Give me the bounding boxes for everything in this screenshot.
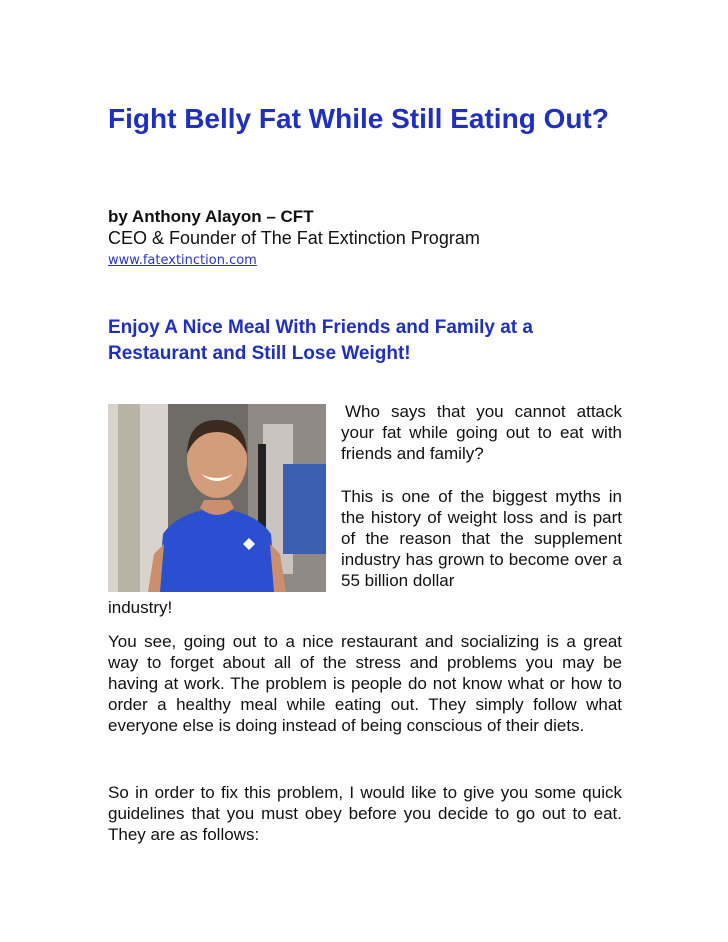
author-role: CEO & Founder of The Fat Extinction Program: [108, 228, 480, 248]
intro-paragraph-2: This is one of the biggest myths in the history of weight loss and is part of the reason that the supplement industry has grown to become over a 55 billion dollar: [341, 487, 622, 590]
article-title: Fight Belly Fat While Still Eating Out?: [108, 103, 609, 134]
intro-paragraph-1: Who says that you cannot attack your fat while going out to eat with friends and family?: [341, 402, 622, 463]
author-byline: by Anthony Alayon – CFT: [108, 207, 314, 226]
paragraph-3: So in order to fix this problem, I would like to give you some quick guidelines that you must obey before you decide to go out to eat. They are as follows:: [108, 783, 622, 844]
intro-paragraph-2-tail: industry!: [108, 598, 173, 617]
author-photo: [108, 404, 326, 592]
person-photo-icon: [108, 404, 326, 592]
website-link[interactable]: www.fatextinction.com: [108, 253, 257, 268]
article-subheading: Enjoy A Nice Meal With Friends and Family at a Restaurant and Still Lose Weight!: [108, 317, 533, 364]
paragraph-2: You see, going out to a nice restaurant and socializing is a great way to forget about all of the stress and problems you may be having at work. The problem is people do not know what or how to order a healthy meal while eating out. They simply follow what everyone else is doing instead of being conscious of their diets.: [108, 632, 622, 735]
